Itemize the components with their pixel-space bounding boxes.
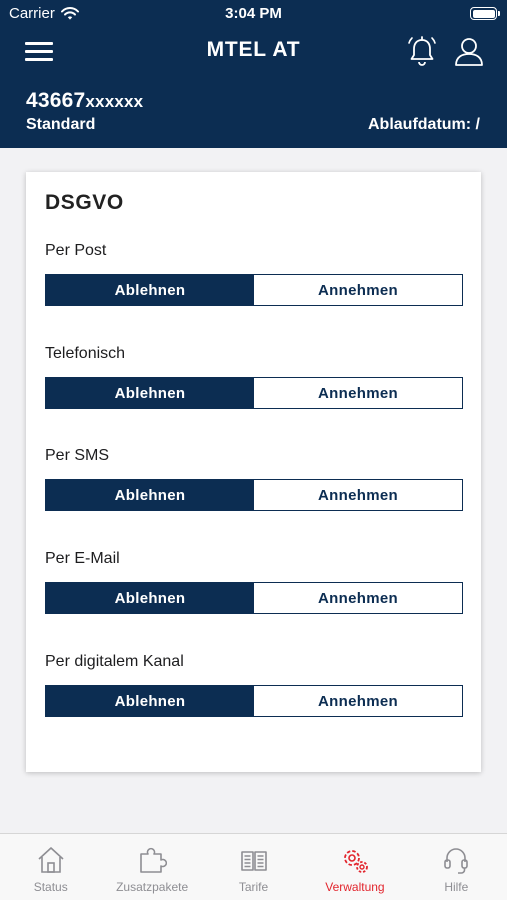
tab-label: Verwaltung [325,880,385,894]
tab-hilfe[interactable] [406,834,507,900]
decline-button[interactable]: Ablehnen [46,583,254,613]
puzzle-icon [137,845,167,875]
clock: 3:04 PM [225,5,282,22]
consent-toggle [45,582,463,614]
accept-button[interactable]: Annehmen [254,378,462,408]
tab-label: Hilfe [444,880,469,894]
tab-status[interactable] [0,834,101,900]
tab-verwaltung[interactable] [304,834,405,900]
gears-icon [340,845,370,875]
phone-number [26,89,143,113]
decline-button[interactable]: Ablehnen [46,378,254,408]
phone-number-masked: xxxxxx [85,92,144,111]
decline-button[interactable]: Ablehnen [46,686,254,716]
accept-button[interactable]: Annehmen [254,583,462,613]
accept-button[interactable]: Annehmen [254,480,462,510]
accept-button[interactable]: Annehmen [254,275,462,305]
phone-number-prefix: 43667 [26,89,86,112]
accept-button[interactable]: Annehmen [254,686,462,716]
preference-label: Per digitalem Kanal [45,653,184,670]
decline-button[interactable]: Ablehnen [46,480,254,510]
consent-toggle [45,479,463,511]
expiry-date: Ablaufdatum: / [368,116,480,133]
preference-label: Per E-Mail [45,550,120,567]
status-bar [0,0,507,28]
notifications-button[interactable] [404,34,440,70]
decline-button[interactable]: Ablehnen [46,275,254,305]
tab-label: Tarife [238,880,269,894]
battery-icon [470,7,497,20]
tab-bar [0,833,507,900]
card-title: DSGVO [45,191,124,214]
headset-icon [441,845,471,875]
preference-label: Telefonisch [45,345,126,362]
tab-tarife[interactable] [203,834,304,900]
tab-zusatzpakete[interactable] [101,834,202,900]
app-title: MTEL AT [206,38,301,61]
dsgvo-card [26,172,481,772]
consent-toggle [45,274,463,306]
home-icon [36,845,66,875]
consent-toggle [45,685,463,717]
book-icon [239,845,269,875]
carrier-label: Carrier [9,5,55,22]
user-icon [451,34,487,70]
plan-name: Standard [26,116,96,133]
consent-toggle [45,377,463,409]
preference-label: Per Post [45,242,107,259]
profile-button[interactable] [451,34,487,70]
app-header [0,0,507,148]
bell-icon [404,34,440,70]
tab-label: Zusatzpakete [116,880,189,894]
tab-label: Status [33,880,68,894]
preference-label: Per SMS [45,447,110,464]
